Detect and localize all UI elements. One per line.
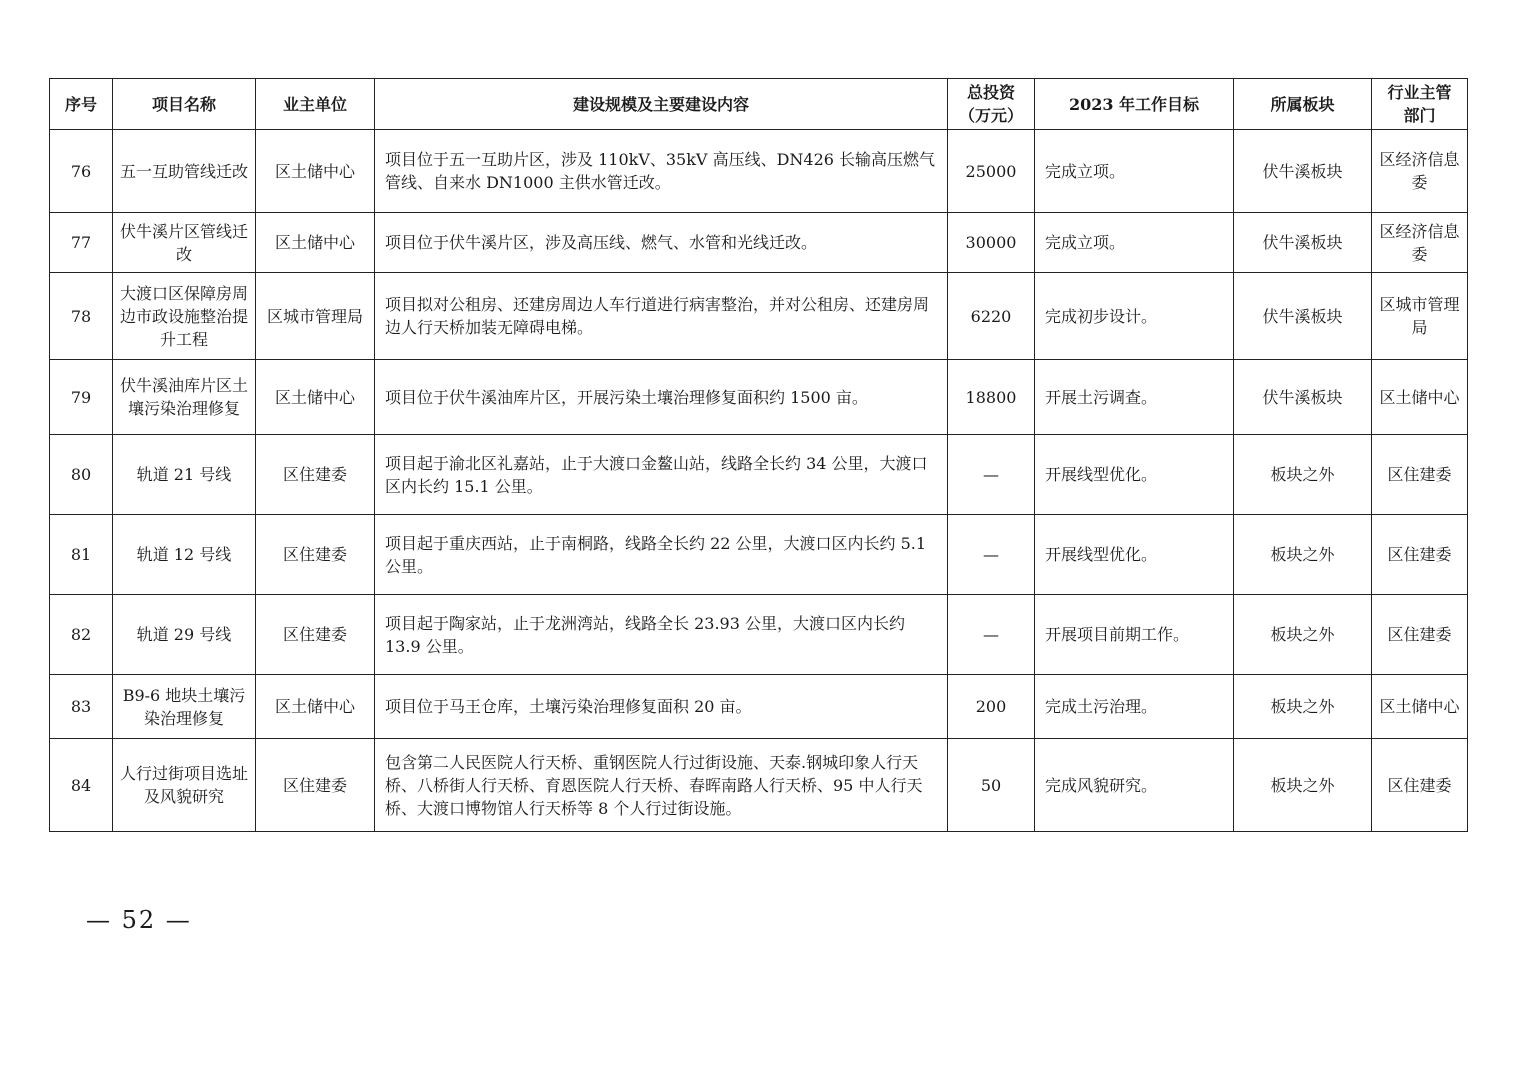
cell-project-name: 轨道 12 号线 bbox=[113, 515, 256, 595]
cell-department: 区住建委 bbox=[1372, 595, 1468, 675]
cell-content: 项目起于陶家站，止于龙洲湾站，线路全长 23.93 公里，大渡口区内长约 13.9 公里。 bbox=[375, 595, 948, 675]
cell-content: 项目位于五一互助片区，涉及 110kV、35kV 高压线、DN426 长输高压燃气管线、自来水 DN1000 主供水管迁改。 bbox=[375, 130, 948, 213]
project-table bbox=[49, 78, 1468, 832]
cell-sector: 板块之外 bbox=[1234, 675, 1372, 739]
cell-sector: 板块之外 bbox=[1234, 515, 1372, 595]
cell-project-name: 轨道 21 号线 bbox=[113, 435, 256, 515]
header-investment-line1: 总投资 bbox=[966, 83, 1015, 102]
table-row bbox=[50, 515, 1468, 595]
cell-owner: 区住建委 bbox=[256, 515, 375, 595]
header-owner: 业主单位 bbox=[256, 79, 375, 130]
cell-seq: 77 bbox=[50, 213, 113, 273]
cell-goal: 完成初步设计。 bbox=[1035, 273, 1234, 360]
cell-goal: 开展土污调查。 bbox=[1035, 360, 1234, 435]
cell-department: 区城市管理局 bbox=[1372, 273, 1468, 360]
cell-sector: 伏牛溪板块 bbox=[1234, 213, 1372, 273]
cell-investment: 6220 bbox=[948, 273, 1035, 360]
table-row bbox=[50, 130, 1468, 213]
cell-department: 区住建委 bbox=[1372, 739, 1468, 832]
cell-seq: 81 bbox=[50, 515, 113, 595]
cell-investment: 25000 bbox=[948, 130, 1035, 213]
cell-project-name: 五一互助管线迁改 bbox=[113, 130, 256, 213]
cell-seq: 83 bbox=[50, 675, 113, 739]
cell-project-name: 伏牛溪油库片区土壤污染治理修复 bbox=[113, 360, 256, 435]
cell-owner: 区住建委 bbox=[256, 435, 375, 515]
cell-investment: 30000 bbox=[948, 213, 1035, 273]
header-content: 建设规模及主要建设内容 bbox=[375, 79, 948, 130]
cell-owner: 区土储中心 bbox=[256, 213, 375, 273]
header-goal: 2023 年工作目标 bbox=[1035, 79, 1234, 130]
cell-content: 项目起于重庆西站，止于南桐路，线路全长约 22 公里，大渡口区内长约 5.1 公里。 bbox=[375, 515, 948, 595]
cell-department: 区土储中心 bbox=[1372, 675, 1468, 739]
cell-content: 包含第二人民医院人行天桥、重钢医院人行过街设施、天泰.钢城印象人行天桥、八桥街人行天桥、育恩医院人行天桥、春晖南路人行天桥、95 中人行天桥、大渡口博物馆人行天桥等 8 个人行过街设施。 bbox=[375, 739, 948, 832]
cell-investment: — bbox=[948, 515, 1035, 595]
cell-department: 区住建委 bbox=[1372, 435, 1468, 515]
table-row bbox=[50, 595, 1468, 675]
cell-goal: 开展项目前期工作。 bbox=[1035, 595, 1234, 675]
cell-seq: 78 bbox=[50, 273, 113, 360]
cell-content: 项目位于马王仓库，土壤污染治理修复面积 20 亩。 bbox=[375, 675, 948, 739]
cell-department: 区住建委 bbox=[1372, 515, 1468, 595]
table-row bbox=[50, 675, 1468, 739]
cell-seq: 76 bbox=[50, 130, 113, 213]
cell-sector: 板块之外 bbox=[1234, 595, 1372, 675]
cell-content: 项目拟对公租房、还建房周边人车行道进行病害整治，并对公租房、还建房周边人行天桥加装无障碍电梯。 bbox=[375, 273, 948, 360]
cell-project-name: 伏牛溪片区管线迁改 bbox=[113, 213, 256, 273]
cell-owner: 区城市管理局 bbox=[256, 273, 375, 360]
header-department-line2: 部门 bbox=[1403, 106, 1436, 125]
cell-sector: 伏牛溪板块 bbox=[1234, 360, 1372, 435]
table-row bbox=[50, 273, 1468, 360]
cell-goal: 完成风貌研究。 bbox=[1035, 739, 1234, 832]
header-department-line1: 行业主管 bbox=[1387, 83, 1452, 102]
header-investment bbox=[948, 79, 1035, 130]
header-investment-line2: （万元） bbox=[958, 106, 1023, 125]
cell-project-name: 轨道 29 号线 bbox=[113, 595, 256, 675]
cell-goal: 完成土污治理。 bbox=[1035, 675, 1234, 739]
cell-project-name: 人行过街项目选址及风貌研究 bbox=[113, 739, 256, 832]
header-seq: 序号 bbox=[50, 79, 113, 130]
header-department bbox=[1372, 79, 1468, 130]
cell-investment: 18800 bbox=[948, 360, 1035, 435]
header-sector: 所属板块 bbox=[1234, 79, 1372, 130]
table-row bbox=[50, 360, 1468, 435]
cell-seq: 79 bbox=[50, 360, 113, 435]
header-project-name: 项目名称 bbox=[113, 79, 256, 130]
cell-content: 项目起于渝北区礼嘉站，止于大渡口金鳌山站，线路全长约 34 公里，大渡口区内长约 15.1 公里。 bbox=[375, 435, 948, 515]
cell-project-name: 大渡口区保障房周边市政设施整治提升工程 bbox=[113, 273, 256, 360]
cell-owner: 区住建委 bbox=[256, 595, 375, 675]
cell-department: 区经济信息委 bbox=[1372, 130, 1468, 213]
cell-investment: 200 bbox=[948, 675, 1035, 739]
cell-content: 项目位于伏牛溪片区，涉及高压线、燃气、水管和光线迁改。 bbox=[375, 213, 948, 273]
table-row bbox=[50, 213, 1468, 273]
cell-seq: 82 bbox=[50, 595, 113, 675]
cell-department: 区土储中心 bbox=[1372, 360, 1468, 435]
table-header-row bbox=[50, 79, 1468, 130]
cell-investment: — bbox=[948, 435, 1035, 515]
table-row bbox=[50, 739, 1468, 832]
cell-owner: 区土储中心 bbox=[256, 675, 375, 739]
cell-department: 区经济信息委 bbox=[1372, 213, 1468, 273]
cell-sector: 伏牛溪板块 bbox=[1234, 130, 1372, 213]
cell-seq: 84 bbox=[50, 739, 113, 832]
cell-owner: 区土储中心 bbox=[256, 130, 375, 213]
page-number: — 52 — bbox=[86, 906, 192, 934]
cell-owner: 区住建委 bbox=[256, 739, 375, 832]
cell-sector: 板块之外 bbox=[1234, 435, 1372, 515]
cell-goal: 完成立项。 bbox=[1035, 213, 1234, 273]
cell-goal: 完成立项。 bbox=[1035, 130, 1234, 213]
cell-investment: — bbox=[948, 595, 1035, 675]
cell-goal: 开展线型优化。 bbox=[1035, 435, 1234, 515]
cell-sector: 伏牛溪板块 bbox=[1234, 273, 1372, 360]
cell-content: 项目位于伏牛溪油库片区，开展污染土壤治理修复面积约 1500 亩。 bbox=[375, 360, 948, 435]
table-row bbox=[50, 435, 1468, 515]
cell-goal: 开展线型优化。 bbox=[1035, 515, 1234, 595]
cell-project-name: B9-6 地块土壤污染治理修复 bbox=[113, 675, 256, 739]
cell-owner: 区土储中心 bbox=[256, 360, 375, 435]
cell-sector: 板块之外 bbox=[1234, 739, 1372, 832]
cell-investment: 50 bbox=[948, 739, 1035, 832]
cell-seq: 80 bbox=[50, 435, 113, 515]
